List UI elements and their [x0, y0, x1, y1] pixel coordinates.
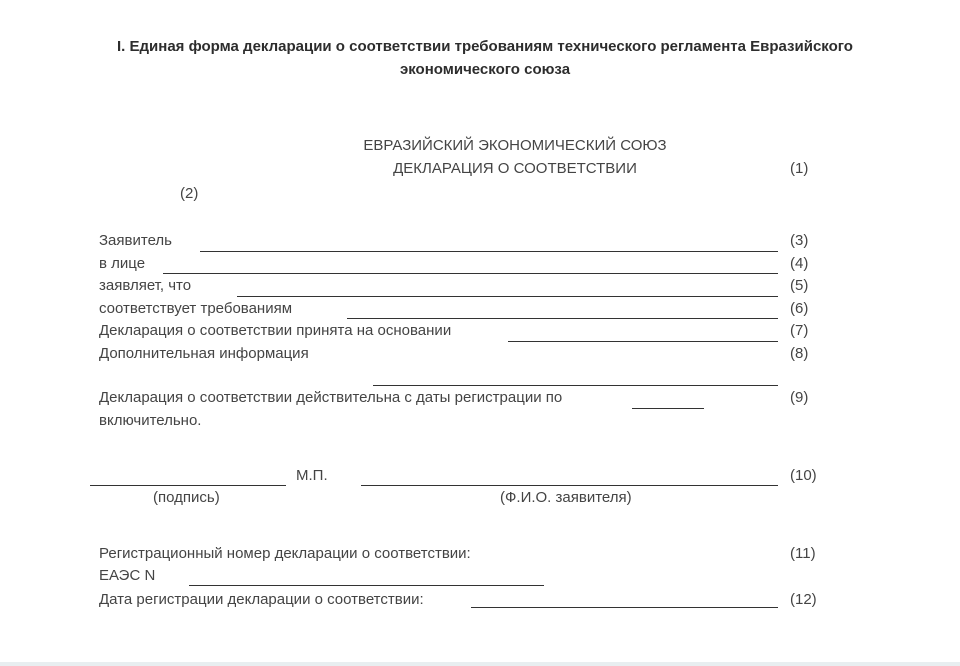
validity-date-line[interactable]: [632, 408, 704, 409]
field-number-1: (1): [790, 160, 809, 177]
in-person-label: в лице: [99, 255, 146, 272]
registration-number-label: Регистрационный номер декларации о соответствии:: [99, 545, 471, 562]
bottom-divider: [0, 662, 960, 666]
document-title-line-2: экономического союза: [399, 61, 571, 78]
field-number-12: (12): [790, 591, 817, 608]
field-number-2: (2): [180, 185, 199, 202]
applicant-label: Заявитель: [99, 232, 172, 249]
inclusive-label: включительно.: [99, 412, 202, 429]
basis-label: Декларация о соответствии принята на основании: [99, 322, 452, 339]
signature-caption: (подпись): [153, 489, 220, 506]
applicant-name-line[interactable]: [361, 485, 778, 486]
signature-line[interactable]: [90, 485, 286, 486]
basis-line[interactable]: [508, 341, 778, 342]
applicant-name-caption: (Ф.И.О. заявителя): [500, 489, 632, 506]
declares-label: заявляет, что: [99, 277, 192, 294]
registration-date-label: Дата регистрации декларации о соответствии:: [99, 591, 424, 608]
union-heading: ЕВРАЗИЙСКИЙ ЭКОНОМИЧЕСКИЙ СОЮЗ: [363, 137, 667, 154]
field-number-6: (6): [790, 300, 809, 317]
declaration-heading: ДЕКЛАРАЦИЯ О СООТВЕТСТВИИ: [393, 160, 637, 177]
field-number-10: (10): [790, 467, 817, 484]
field-number-8: (8): [790, 345, 809, 362]
declares-line[interactable]: [237, 296, 778, 297]
additional-info-line[interactable]: [373, 385, 778, 386]
complies-label: соответствует требованиям: [99, 300, 293, 317]
applicant-line[interactable]: [200, 251, 778, 252]
complies-line[interactable]: [347, 318, 778, 319]
field-number-3: (3): [790, 232, 809, 249]
registration-date-line[interactable]: [471, 607, 778, 608]
field-number-9: (9): [790, 389, 809, 406]
additional-info-label: Дополнительная информация: [99, 345, 309, 362]
document-title-line-1: I. Единая форма декларации о соответствии требованиям технического регламента Евразийского: [117, 38, 853, 55]
eaes-number-line[interactable]: [189, 585, 544, 586]
eaes-label: ЕАЭС N: [99, 567, 156, 584]
field-number-5: (5): [790, 277, 809, 294]
in-person-line[interactable]: [163, 273, 778, 274]
field-number-11: (11): [790, 545, 816, 562]
validity-label: Декларация о соответствии действительна с даты регистрации по: [99, 389, 563, 406]
stamp-label: М.П.: [296, 467, 328, 484]
field-number-4: (4): [790, 255, 809, 272]
field-number-7: (7): [790, 322, 809, 339]
